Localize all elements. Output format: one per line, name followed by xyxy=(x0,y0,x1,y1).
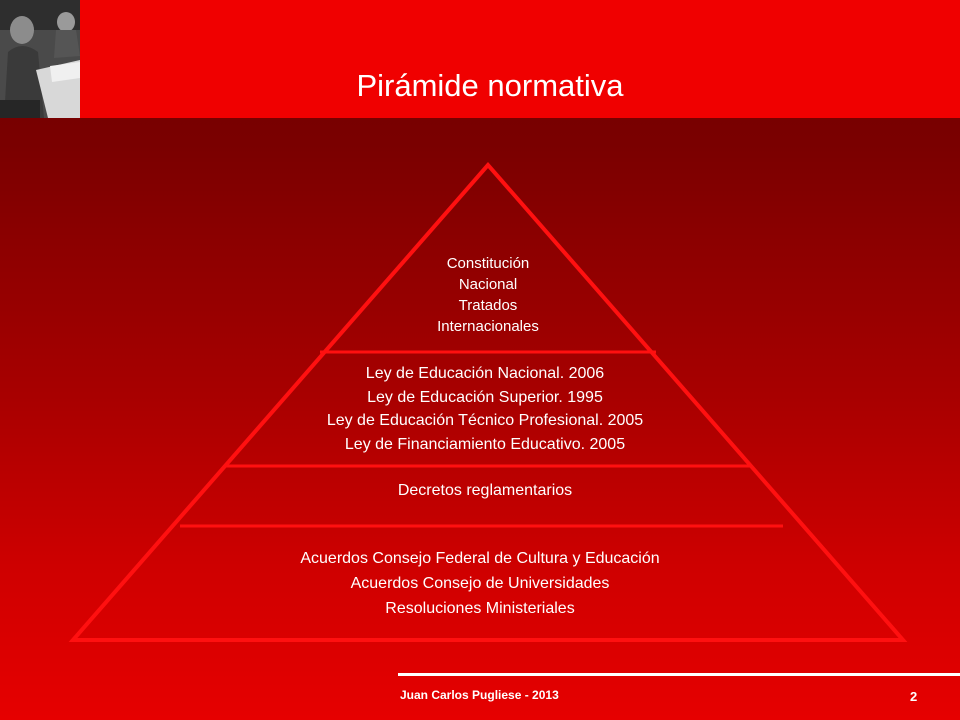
tier-line: Acuerdos Consejo Federal de Cultura y Educación xyxy=(300,550,660,567)
tier-line: Acuerdos Consejo de Universidades xyxy=(350,575,610,592)
tier-line: Decretos reglamentarios xyxy=(397,482,573,499)
tier-line: Constitución xyxy=(446,255,530,272)
page-number: 2 xyxy=(910,689,918,704)
footer-author: Juan Carlos Pugliese - 2013 xyxy=(400,688,559,702)
tier-line: Nacional xyxy=(458,276,518,293)
pyramid-tier-agreements xyxy=(210,546,750,621)
tier-line: Ley de Educación Superior. 1995 xyxy=(367,388,603,406)
tier-line: Ley de Financiamiento Educativo. 2005 xyxy=(344,435,626,453)
tier-line: Internacionales xyxy=(437,318,539,335)
tier-line: Tratados xyxy=(458,297,518,314)
pyramid-tier-constitution xyxy=(388,253,588,337)
tier-line: Ley de Educación Técnico Profesional. 2005 xyxy=(326,412,644,429)
pyramid-tier-decrees xyxy=(300,480,670,502)
footer-divider xyxy=(398,673,960,676)
tier-line: Resoluciones Ministeriales xyxy=(385,600,575,617)
slide-title: Pirámide normativa xyxy=(356,68,624,103)
tier-line: Ley de Educación Nacional. 2006 xyxy=(365,365,605,382)
pyramid-tier-laws xyxy=(270,362,700,456)
